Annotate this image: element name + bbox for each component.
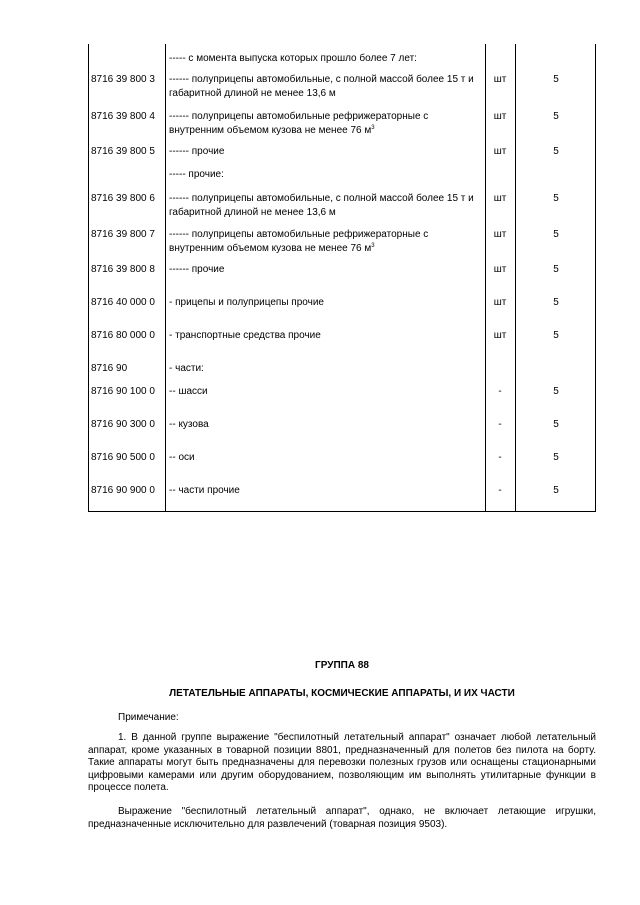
row-code: 8716 90 100 0	[91, 386, 155, 397]
row-rate: 5	[553, 193, 559, 204]
row-description: ------ прочие	[169, 146, 225, 157]
row-description: -- кузова	[169, 419, 209, 430]
note-paragraph: 1. В данной группе выражение "беспилотный летательный аппарат" означает любой летательный аппарат, кроме указанных в товарной позиции 8801, предназначенный для полетов без пилота на борту. Такие аппараты могут быть предназначены для перевозки полезных грузов или оснащены стационарными цифровыми камерами или другим оборудованием, позволяющим им выполнять утилитарные функции в процессе полета.	[88, 732, 596, 793]
row-unit: -	[498, 452, 502, 463]
column-divider	[165, 44, 166, 511]
row-code: 8716 90	[91, 363, 128, 374]
row-code: 8716 90 300 0	[91, 419, 155, 430]
row-rate: 5	[553, 452, 559, 463]
group-title: ГРУППА 88	[315, 660, 369, 671]
note-label: Примечание:	[118, 712, 179, 723]
row-code: 8716 39 800 5	[91, 146, 155, 157]
row-rate: 5	[553, 297, 559, 308]
row-description: ------ прочие	[169, 264, 225, 275]
row-unit: -	[498, 386, 502, 397]
row-unit: шт	[493, 297, 507, 308]
row-rate: 5	[553, 386, 559, 397]
row-unit: -	[498, 485, 502, 496]
row-description-text: ------ полуприцепы автомобильные рефрижераторные с внутренним объемом кузова не менее 76 м	[169, 229, 429, 254]
row-code: 8716 80 000 0	[91, 330, 155, 341]
row-rate: 5	[553, 74, 559, 85]
row-code: 8716 39 800 3	[91, 74, 155, 85]
row-code: 8716 90 500 0	[91, 452, 155, 463]
tariff-table	[88, 44, 596, 512]
row-rate: 5	[553, 419, 559, 430]
row-description: - части:	[169, 363, 204, 374]
row-unit: шт	[493, 146, 507, 157]
note-paragraph: Выражение "беспилотный летательный аппарат", однако, не включает летающие игрушки, предназначенные исключительно для развлечений (товарная позиция 9503).	[88, 806, 596, 830]
row-description-text: ------ полуприцепы автомобильные рефрижераторные с внутренним объемом кузова не менее 76 м	[169, 111, 429, 136]
row-description: ----- с момента выпуска которых прошло более 7 лет:	[169, 53, 417, 64]
row-code: 8716 39 800 4	[91, 111, 155, 122]
row-unit: -	[498, 419, 502, 430]
row-rate: 5	[553, 330, 559, 341]
row-rate: 5	[553, 111, 559, 122]
row-rate: 5	[553, 146, 559, 157]
row-unit: шт	[493, 330, 507, 341]
row-description	[169, 110, 483, 138]
row-description: -- оси	[169, 452, 195, 463]
row-unit: шт	[493, 264, 507, 275]
row-rate: 5	[553, 229, 559, 240]
row-description: -- части прочие	[169, 485, 240, 496]
row-description: - транспортные средства прочие	[169, 330, 321, 341]
row-description: -- шасси	[169, 386, 208, 397]
row-unit: шт	[493, 193, 507, 204]
row-description: - прицепы и полуприцепы прочие	[169, 297, 324, 308]
row-rate: 5	[553, 264, 559, 275]
row-code: 8716 39 800 6	[91, 193, 155, 204]
group-subtitle: ЛЕТАТЕЛЬНЫЕ АППАРАТЫ, КОСМИЧЕСКИЕ АППАРАТЫ, И ИХ ЧАСТИ	[169, 688, 515, 699]
row-description: ------ полуприцепы автомобильные, с полной массой более 15 т и габаритной длиной не менее 13,6 м	[169, 193, 474, 218]
row-code: 8716 90 900 0	[91, 485, 155, 496]
superscript: 3	[371, 243, 375, 249]
row-unit: шт	[493, 111, 507, 122]
row-code: 8716 39 800 8	[91, 264, 155, 275]
row-description: ------ полуприцепы автомобильные, с полной массой более 15 т и габаритной длиной не менее 13,6 м	[169, 74, 474, 99]
row-unit: шт	[493, 74, 507, 85]
row-code: 8716 39 800 7	[91, 229, 155, 240]
row-code: 8716 40 000 0	[91, 297, 155, 308]
superscript: 3	[371, 125, 375, 131]
row-unit: шт	[493, 229, 507, 240]
row-rate: 5	[553, 485, 559, 496]
row-description: ----- прочие:	[169, 169, 224, 180]
row-description	[169, 228, 483, 256]
